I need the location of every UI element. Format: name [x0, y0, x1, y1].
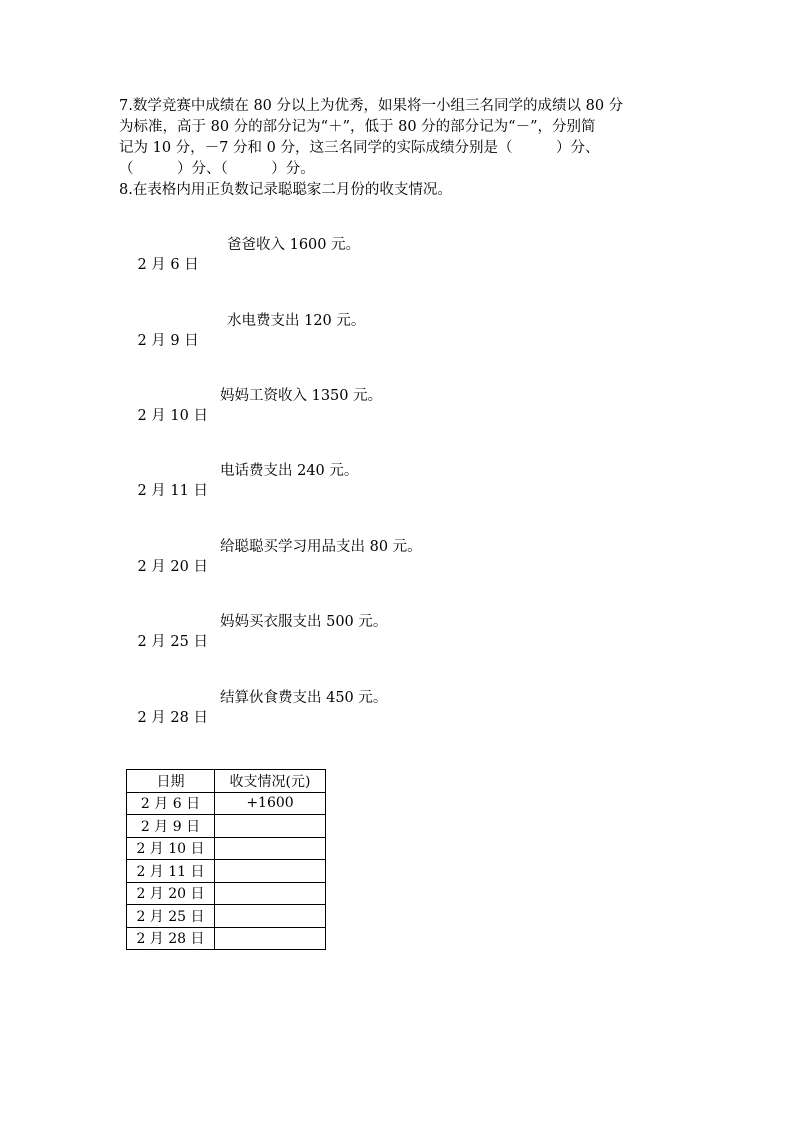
table-cell-date: 2 月 28 日: [127, 927, 215, 950]
column-header-date: 日期: [127, 770, 215, 793]
entry-row: [119, 386, 383, 466]
entry-row: [119, 688, 388, 768]
table-row: [127, 837, 326, 860]
entry-date: 2 月 20 日: [137, 559, 208, 575]
entry-row: [119, 612, 388, 692]
table-cell-amount[interactable]: [215, 815, 326, 838]
table-cell-amount[interactable]: [215, 882, 326, 905]
entry-date: 2 月 10 日: [137, 408, 208, 424]
table-cell-amount: +1600: [215, 792, 326, 815]
entry-date: 2 月 11 日: [137, 483, 208, 499]
table-cell-amount[interactable]: [215, 837, 326, 860]
table-row: [127, 815, 326, 838]
entry-description: 结算伙食费支出 450 元。: [220, 690, 388, 706]
entry-row: [119, 537, 422, 617]
entry-description: 妈妈买衣服支出 500 元。: [220, 614, 388, 630]
question-8-prompt: 8.在表格内用正负数记录聪聪家二月份的收支情况。: [119, 182, 452, 198]
entry-description: 爸爸收入 1600 元。: [227, 237, 361, 253]
table-row: [127, 792, 326, 815]
question-7-line: 为标准，高于 80 分的部分记为“＋”，低于 80 分的部分记为“－”，分别简: [119, 119, 596, 135]
table-row: [127, 882, 326, 905]
income-expense-table: [126, 769, 326, 950]
entry-date: 2 月 6 日: [137, 257, 199, 273]
entry-description: 给聪聪买学习用品支出 80 元。: [220, 539, 422, 555]
entry-row: [119, 235, 361, 315]
entry-row: [119, 311, 366, 391]
table-cell-amount[interactable]: [215, 905, 326, 928]
entry-date: 2 月 25 日: [137, 634, 208, 650]
table-cell-date: 2 月 10 日: [127, 837, 215, 860]
table-row: [127, 927, 326, 950]
entry-description: 妈妈工资收入 1350 元。: [220, 388, 383, 404]
entry-description: 水电费支出 120 元。: [227, 313, 366, 329]
table-row: [127, 905, 326, 928]
table-cell-date: 2 月 11 日: [127, 860, 215, 883]
question-7-line: 记为 10 分，－7 分和 0 分，这三名同学的实际成绩分别是（ ）分、: [119, 140, 600, 156]
column-header-amount: 收支情况(元): [215, 770, 326, 793]
table-header-row: [127, 770, 326, 793]
table-cell-date: 2 月 25 日: [127, 905, 215, 928]
entry-date: 2 月 28 日: [137, 710, 208, 726]
table-cell-amount[interactable]: [215, 860, 326, 883]
entry-row: [119, 461, 359, 541]
table-row: [127, 860, 326, 883]
entry-date: 2 月 9 日: [137, 333, 199, 349]
table-cell-amount[interactable]: [215, 927, 326, 950]
question-7-line: （ ）分、（ ）分。: [119, 161, 315, 177]
table-cell-date: 2 月 20 日: [127, 882, 215, 905]
question-7-line: 7.数学竞赛中成绩在 80 分以上为优秀，如果将一小组三名同学的成绩以 80 分: [119, 98, 624, 114]
entry-description: 电话费支出 240 元。: [220, 463, 359, 479]
table-cell-date: 2 月 6 日: [127, 792, 215, 815]
table-cell-date: 2 月 9 日: [127, 815, 215, 838]
question-7: [119, 96, 679, 180]
